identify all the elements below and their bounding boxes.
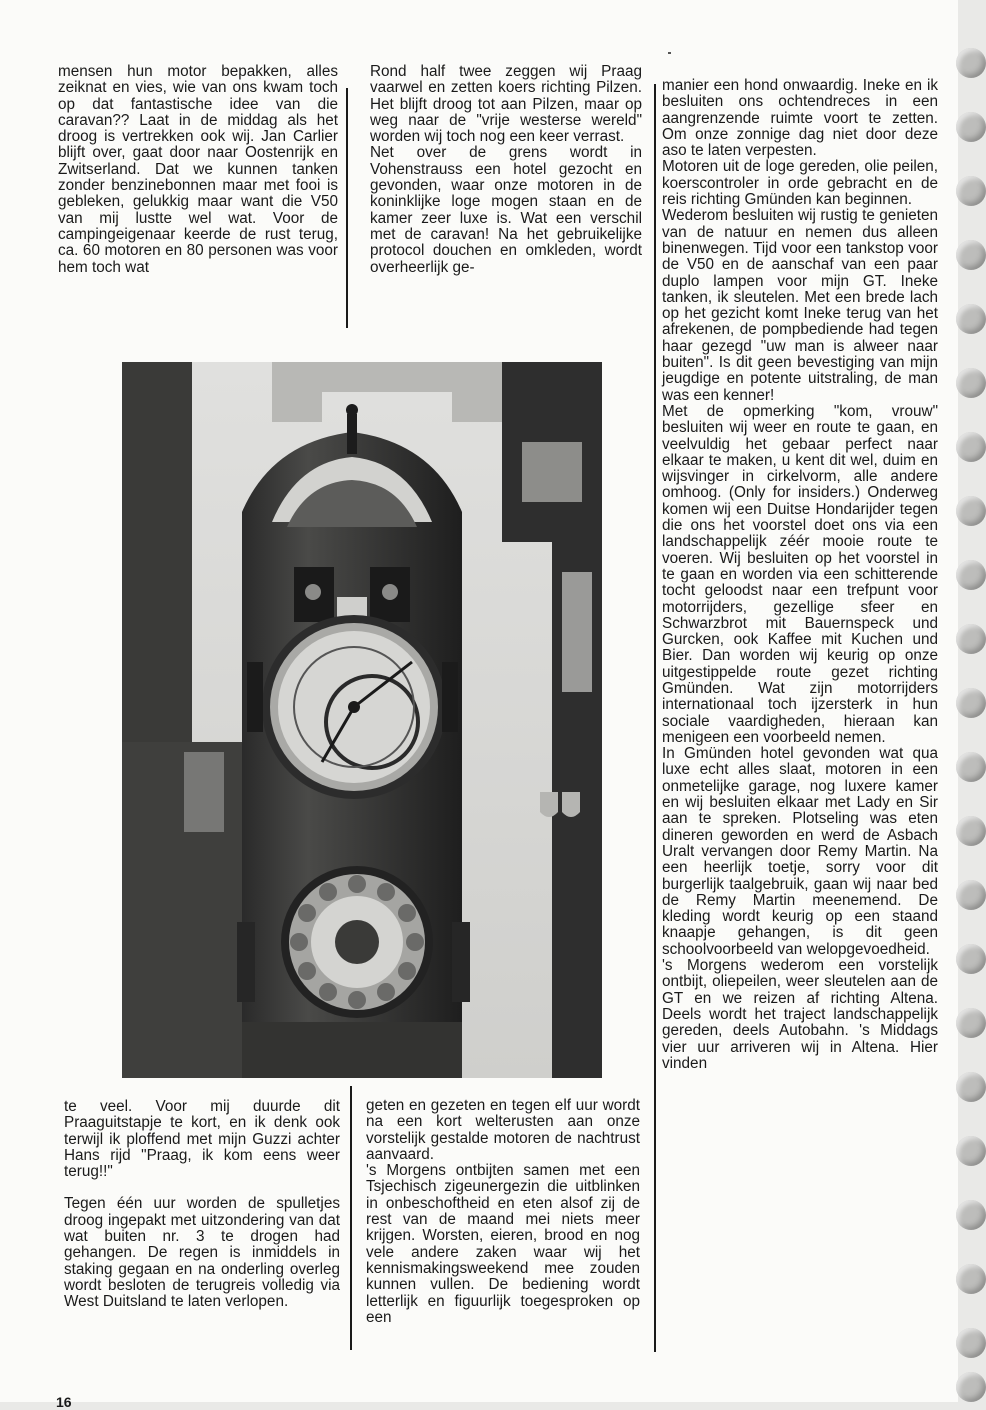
binder-hole [956, 304, 986, 334]
binder-hole [956, 688, 986, 718]
paragraph: Wederom besluiten wij rustig te genieten van de natuur en nemen dus alleen binenwegen. Tijd voor een tankstop voor de V50 en de aanschaf van een paar duplo lampen voor mijn GT. Ineke tanken, ik sleutelen. Met een brede lach op het gezicht komt Ineke terug van het afrekenen, de pompbediende had tegen haar gezegd "uw man is alweer naar buiten". Is dit geen bevestiging van mijn jeugdige en potente uitstraling, de man was een kenner! [662, 207, 938, 404]
paragraph: Rond half twee zeggen wij Praag vaarwel en zetten koers richting Pilzen. Het blijft droog tot aan Pilzen, maar op weg naar de "vrije westerse wereld" worden wij toch nog een keer verrast. [370, 63, 642, 146]
column-top-left [58, 64, 338, 276]
paragraph: 's Morgens wederom een vorstelijk ontbijt, oliepeilen, weer sleutelen aan de GT en we reizen af richting Altena. Deels wordt het traject landschappelijk gereden, deels Autobahn. 's Middags vier uur arriveren wij in Altena. Hier vinden [662, 957, 938, 1072]
page-number: 16 [56, 1394, 72, 1410]
paragraph: Net over de grens wordt in Vohenstrauss een hotel gezocht en gevonden, waar onze motoren in de koninklijke loge mogen staan en de kamer zeer luxe is. Wat een verschil met de caravan! Na het gebruikelijke protocol douchen en omkleden, wordt overheerlijk ge- [370, 144, 642, 276]
binder-hole [956, 368, 986, 398]
astronomical-clock-photo [122, 362, 602, 1078]
paragraph: mensen hun motor bepakken, alles zeiknat en vies, wie van ons kwam toch op dat fantastische idee van die caravan?? Laat in de middag als het droog is vertrekken ook wij. Jan Carlier blijft over, gaat door naar Oostenrijk en Zwitserland. Dat we kunnen tanken zonder benzinebonnen maar met fooi is gebleken, gelukkig maar want die V50 van mij lustte wel wat. Voor de campingeigenaar keerde de rust terug, ca. 60 motoren en 80 personen was voor hem toch wat [58, 63, 338, 276]
binder-hole [956, 1136, 986, 1166]
binder-hole [956, 816, 986, 846]
column-right [662, 78, 938, 1072]
column-rule [654, 84, 656, 1352]
binder-hole [956, 1264, 986, 1294]
column-rule [350, 1086, 352, 1350]
binder-hole [956, 432, 986, 462]
paragraph: In Gmünden hotel gevonden wat qua luxe echt alles slaat, motoren in een onmetelijke garage, nog luxere kamer en wij besluiten elkaar met Lady en Sir aan te spreken. Plotseling was eten dineren geworden en werd de Asbach Uralt vervangen door Remy Martin. Na een heerlijk toetje, sorry voor dit burgerlijk taalgebruik, gaan wij naar bed de Remy Martin meenemend. De kleding wordt keurig op een staand knaapje gehangen, is dit geen schoolvoorbeeld van welopgevoedheid. [662, 745, 938, 958]
paragraph: Motoren uit de loge gereden, olie peilen, koerscontroler in orde gebracht en de reis richting Gmünden kan beginnen. [662, 158, 938, 209]
binder-hole [956, 176, 986, 206]
binder-hole [956, 624, 986, 654]
paragraph: manier een hond onwaardig. Ineke en ik besluiten ons ochtendreces in een aangrenzende ruimte voort te zetten. Om onze zonnige dag niet door deze aso te laten verpesten. [662, 77, 938, 160]
binder-hole [956, 1200, 986, 1230]
binder-hole [956, 1328, 986, 1358]
binder-hole [956, 880, 986, 910]
paragraph: te veel. Voor mij duurde dit Praaguitstapje te kort, en ik denk ook terwijl ik ploffend met mijn Guzzi achter Hans rijd "Praag, ik kom eens weer terug!!" [64, 1098, 340, 1181]
paragraph: geten en gezeten en tegen elf uur wordt na een kort welterusten aan onze vorstelijk gestalde motoren de nachtrust aanvaard. [366, 1097, 640, 1163]
column-rule [346, 88, 348, 328]
binder-hole [956, 112, 986, 142]
binder-hole [956, 496, 986, 526]
column-bottom-left [64, 1099, 340, 1311]
binder-hole [956, 48, 986, 78]
binder-hole [956, 560, 986, 590]
speck [668, 52, 671, 54]
binder-hole [956, 1008, 986, 1038]
binder-hole [956, 1072, 986, 1102]
binder-hole [956, 752, 986, 782]
column-top-middle [370, 64, 642, 276]
paragraph: 's Morgens ontbijten samen met een Tsjechisch zigeunergezin die uitblinken in onbeschoftheid en eten alsof zij de rest van de maand mei niets meer krijgen. Worsten, eieren, brood en nog vele andere zaken waar wij het kennismakingsweekend mee zouden kunnen vullen. De bediening wordt letterlijk en figuurlijk toegesproken op een [366, 1162, 640, 1326]
paragraph: Tegen één uur worden de spulletjes droog ingepakt met uitzondering van dat wat buiten nr. 3 te drogen had gehangen. De regen is inmiddels in staking gegaan en na onderling overleg wordt besloten de terugreis volledig via West Duitsland te laten verlopen. [64, 1195, 340, 1311]
paragraph: Met de opmerking "kom, vrouw" besluiten wij weer en route te gaan, en veelvuldig het gebaar perfect naar elkaar te maken, u kent dit wel, duim en wijsvinger in cirkelvorm, alle andere omhoog. (Only for insiders.) Onderweg komen wij een Duitse Hondarijder tegen die ons het voorstel doet ons via een landschappelijk zéér mooie route te voeren. Wij besluiten op het voorstel in te gaan en worden via een schitterende tocht geloodst naar een trefpunt voor motorrijders, gezellige sfeer en Schwarzbrot mit Bauernspeck und Gurcken, ook Kaffee mit Kuchen und Bier. Dan worden wij keurig op onze uitgestippelde route gezet richting Gmünden. Wat zijn motorrijders internationaal toch ijzersterk in hun sociale vaardigheden, hieraan kan menigeen een voorbeeld nemen. [662, 402, 938, 746]
binder-hole [956, 944, 986, 974]
binder-hole [956, 1372, 986, 1402]
column-bottom-middle [366, 1098, 640, 1326]
binder-hole [956, 240, 986, 270]
